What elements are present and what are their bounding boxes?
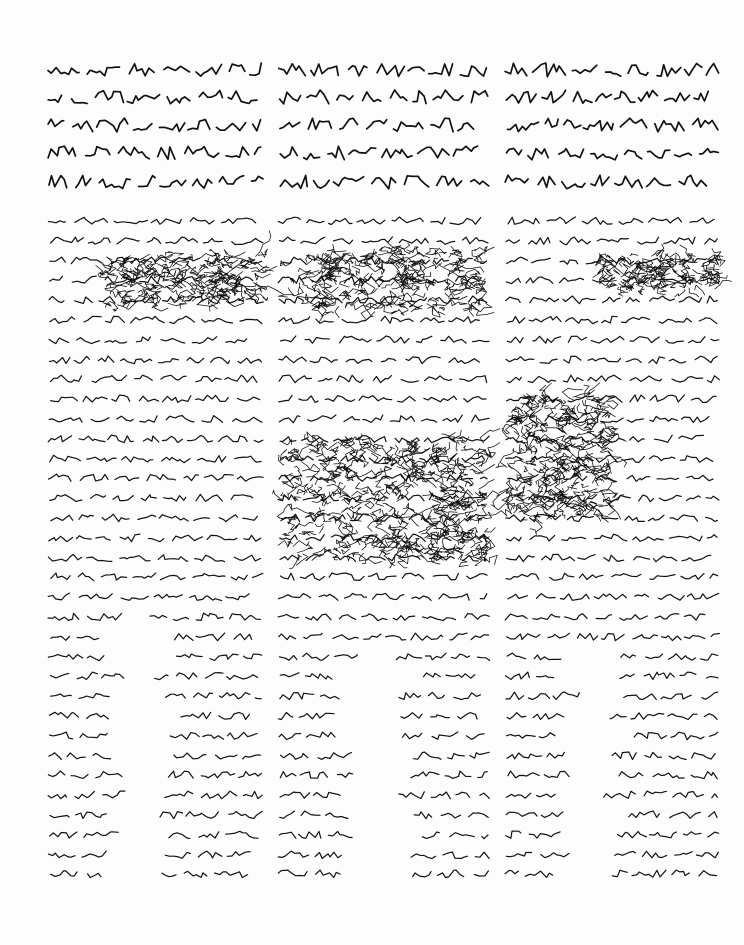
script-line: [278, 495, 487, 502]
script-line: [506, 831, 719, 838]
script-line: [278, 217, 480, 225]
script-line: [279, 593, 487, 600]
script-line: [506, 237, 717, 245]
script-line: [51, 514, 258, 521]
script-line: [506, 791, 717, 798]
script-line: [507, 752, 715, 760]
script-line: [50, 732, 258, 739]
script-line: [280, 118, 474, 132]
column-left: [48, 63, 284, 878]
script-line: [279, 64, 487, 77]
script-line: [48, 554, 260, 561]
script-line: [280, 792, 489, 799]
script-line: [51, 395, 260, 402]
script-line: [48, 791, 262, 799]
script-line: [281, 752, 490, 759]
script-line: [279, 375, 487, 383]
script-line: [508, 771, 717, 779]
script-line: [49, 337, 247, 344]
script-line: [506, 455, 713, 463]
script-line: [50, 811, 262, 818]
script-line: [506, 296, 718, 304]
script-line: [51, 693, 262, 699]
script-line: [280, 673, 474, 679]
script-line: [50, 316, 262, 323]
script-line: [507, 316, 716, 323]
script-line: [48, 435, 263, 443]
script-line: [508, 593, 719, 600]
script-line: [279, 831, 488, 838]
script-line: [48, 654, 261, 661]
script-line: [279, 732, 484, 740]
script-line: [279, 415, 489, 423]
script-line: [506, 90, 708, 103]
script-line: [507, 633, 720, 641]
script-line: [51, 237, 263, 245]
script-line: [51, 573, 263, 581]
script-line: [280, 146, 477, 160]
script-line: [506, 811, 717, 818]
script-line: [281, 336, 489, 343]
script-line: [507, 653, 718, 660]
script-line: [50, 356, 262, 364]
script-line: [48, 613, 260, 620]
script-line: [48, 63, 261, 76]
script-line: [278, 870, 488, 877]
column-middle: [273, 64, 500, 878]
script-line: [507, 336, 718, 343]
script-line: [48, 851, 250, 858]
dense-scribble: [593, 244, 732, 297]
script-line: [506, 573, 718, 580]
script-line: [50, 831, 259, 838]
script-line: [48, 771, 261, 778]
script-line: [51, 633, 252, 641]
script-line: [507, 534, 717, 541]
script-line: [508, 217, 714, 224]
script-line: [507, 732, 718, 740]
script-line: [506, 692, 718, 700]
script-line: [48, 118, 260, 132]
script-line: [48, 593, 249, 601]
script-line: [281, 573, 488, 580]
script-line: [279, 356, 480, 364]
script-line: [280, 554, 478, 561]
script-line: [280, 692, 481, 699]
script-line: [280, 771, 487, 778]
script-line: [279, 713, 478, 720]
script-line: [507, 375, 719, 383]
dense-scribble: [96, 231, 284, 311]
script-line: [50, 494, 253, 501]
script-line: [278, 614, 489, 621]
script-line: [508, 118, 718, 132]
script-line: [51, 672, 258, 680]
script-line: [280, 237, 489, 244]
script-line: [506, 672, 719, 679]
script-line: [49, 474, 264, 481]
script-line: [278, 851, 489, 859]
script-line: [505, 175, 706, 189]
script-line: [279, 633, 489, 640]
script-line: [505, 63, 718, 77]
script-line: [506, 435, 704, 442]
script-line: [48, 90, 257, 103]
script-line: [505, 870, 716, 877]
script-line: [280, 175, 488, 188]
script-line: [280, 90, 488, 104]
script-line: [507, 713, 717, 720]
script-line: [507, 851, 719, 858]
script-line: [280, 653, 490, 660]
script-line: [49, 712, 249, 719]
script-line: [49, 416, 262, 423]
script-line: [51, 871, 248, 878]
script-line: [48, 146, 261, 159]
script-line: [51, 375, 257, 382]
script-line: [49, 753, 261, 760]
script-line: [507, 149, 719, 160]
dense-scribble: [278, 243, 494, 322]
script-line: [507, 554, 711, 561]
script-line: [49, 534, 261, 542]
script-line: [279, 316, 479, 323]
script-line: [279, 396, 486, 403]
script-line: [506, 356, 717, 363]
script-line: [50, 455, 261, 462]
script-line: [505, 614, 705, 621]
column-right: [489, 63, 732, 878]
script-line: [49, 176, 263, 189]
script-line: [280, 811, 489, 819]
script-line: [48, 217, 255, 224]
